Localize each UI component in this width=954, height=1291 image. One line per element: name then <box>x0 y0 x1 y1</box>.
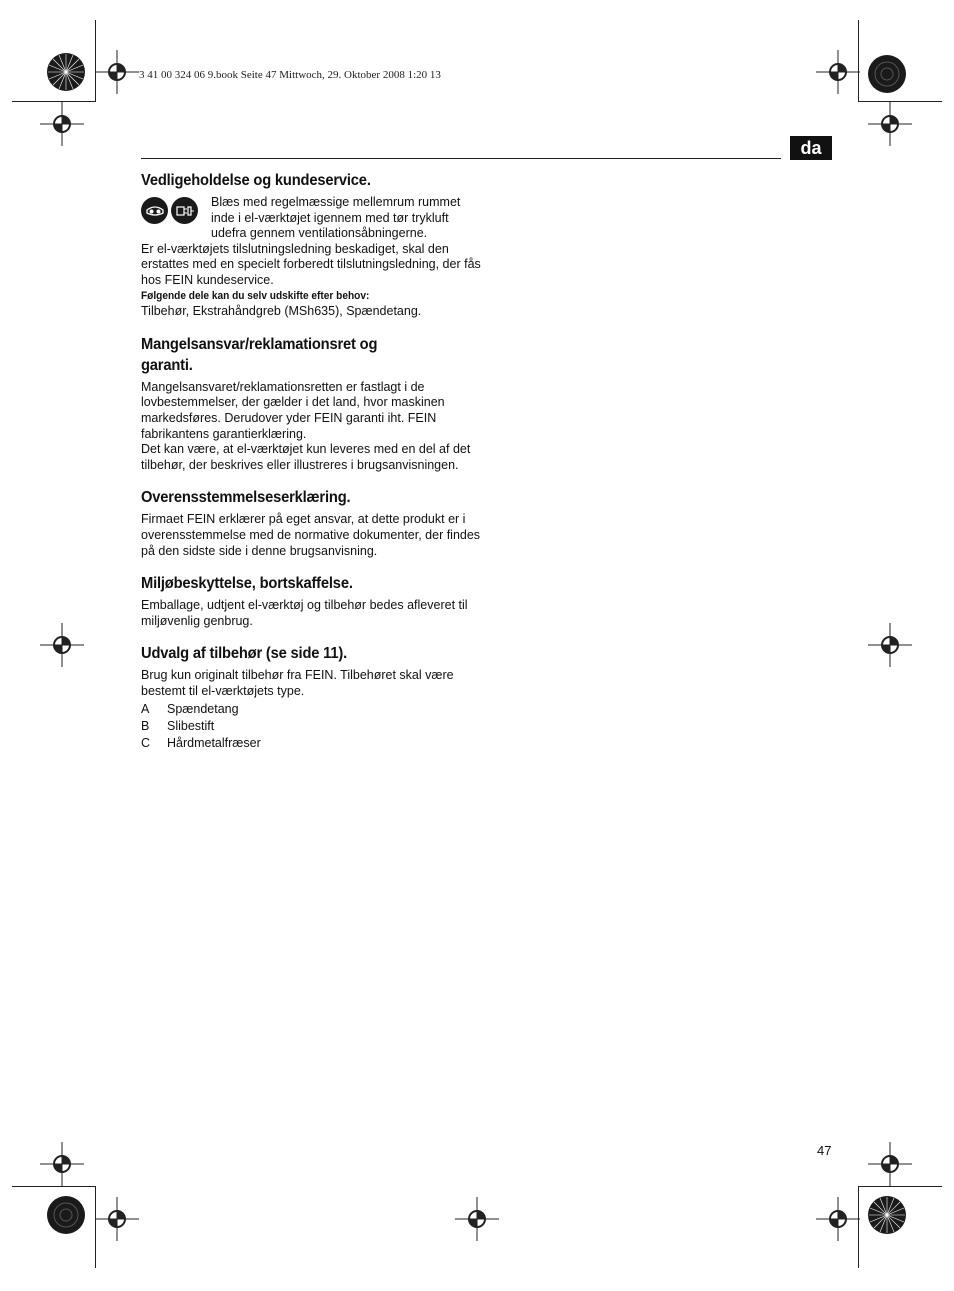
registration-mark-icon <box>40 623 84 667</box>
registration-mark-icon <box>816 50 860 94</box>
print-info: 3 41 00 324 06 9.book Seite 47 Mittwoch, 29. Oktober 2008 1:20 13 <box>139 69 441 81</box>
registration-mark-icon <box>95 50 139 94</box>
spacer <box>141 320 481 334</box>
maintenance-paragraph: Er el-værktøjets tilslutningsledning beskadiget, skal den erstattes med en specielt forberedt tilslutningsledning, der fås hos FEIN kundeservice. <box>141 241 481 287</box>
crop-line <box>858 1186 942 1187</box>
starburst-mark-icon <box>867 54 907 94</box>
registration-mark-icon <box>40 1142 84 1186</box>
language-tab: da <box>790 136 832 160</box>
warranty-heading-line2: garanti. <box>141 356 193 374</box>
list-item <box>141 718 481 735</box>
list-item-key: B <box>141 719 150 734</box>
warranty-paragraph-2: Det kan være, at el-værktøjet kun leveres med en del af det tilbehør, der beskrives eller illustreres i brugsanvisningen. <box>141 442 471 472</box>
registration-mark-icon <box>868 102 912 146</box>
environment-paragraph: Emballage, udtjent el-værktøj og tilbehør bedes afleveret til miljøvenlig genbrug. <box>141 598 468 628</box>
registration-mark-icon <box>40 102 84 146</box>
registration-mark-icon <box>95 1197 139 1241</box>
spacer <box>141 629 481 643</box>
starburst-mark-icon <box>46 52 86 92</box>
eye-protection-icon <box>141 197 168 224</box>
section-heading-conformity: Overensstemmelseserklæring. <box>141 489 351 507</box>
spacer <box>141 559 481 573</box>
conformity-paragraph: Firmaet FEIN erklærer på eget ansvar, at dette produkt er i overensstemmelse med de normative dokumenter, der findes på den sidste side i denne brugsanvisning. <box>141 512 481 558</box>
registration-mark-icon <box>455 1197 499 1241</box>
list-item <box>141 701 481 718</box>
icon-instruction-text: Blæs med regelmæssige mellemrum rummet inde i el-værktøjet igennem med tør trykluft udefra gennem ventilationsåbningerne. <box>211 195 461 241</box>
list-item <box>141 735 481 752</box>
registration-mark-icon <box>816 1197 860 1241</box>
warranty-heading-line1: Mangelsansvar/reklamationsret og <box>141 335 378 353</box>
section-heading-maintenance: Vedligeholdelse og kundeservice. <box>141 172 371 189</box>
list-item-label: Hårdmetalfræser <box>167 736 261 751</box>
section-heading-warranty <box>141 334 481 376</box>
header-rule <box>141 158 781 159</box>
starburst-mark-icon <box>46 1195 86 1235</box>
icon-instruction <box>141 195 481 242</box>
registration-mark-icon <box>868 1142 912 1186</box>
warranty-paragraph: Mangelsansvaret/reklamationsretten er fastlagt i de lovbestemmelser, der gælder i det land, hvor maskinen markedsføres. Derudover yder FEIN garanti iht. FEIN fabrikantens garantierklæring. <box>141 379 445 441</box>
list-item-key: A <box>141 702 150 717</box>
crop-line <box>12 1186 96 1187</box>
list-item-key: C <box>141 736 151 751</box>
icon-group <box>141 195 211 224</box>
list-item-label: Slibestift <box>167 719 215 734</box>
replaceable-parts-list: Tilbehør, Ekstrahåndgreb (MSh635), Spændetang. <box>141 304 422 319</box>
spacer <box>141 473 481 487</box>
accessories-paragraph: Brug kun originalt tilbehør fra FEIN. Tilbehøret skal være bestemt til el-værktøjets type. <box>141 668 454 698</box>
section-heading-environment: Miljøbeskyttelse, bortskaffelse. <box>141 575 353 593</box>
section-heading-accessories: Udvalg af tilbehør (se side 11). <box>141 645 347 663</box>
page-number: 47 <box>817 1143 832 1158</box>
list-item-label: Spændetang <box>167 702 239 717</box>
unplug-icon <box>171 197 198 224</box>
registration-mark-icon <box>868 623 912 667</box>
replaceable-parts-subhead: Følgende dele kan du selv udskifte efter behov: <box>141 289 370 302</box>
starburst-mark-icon <box>867 1195 907 1235</box>
content-column <box>141 170 481 752</box>
